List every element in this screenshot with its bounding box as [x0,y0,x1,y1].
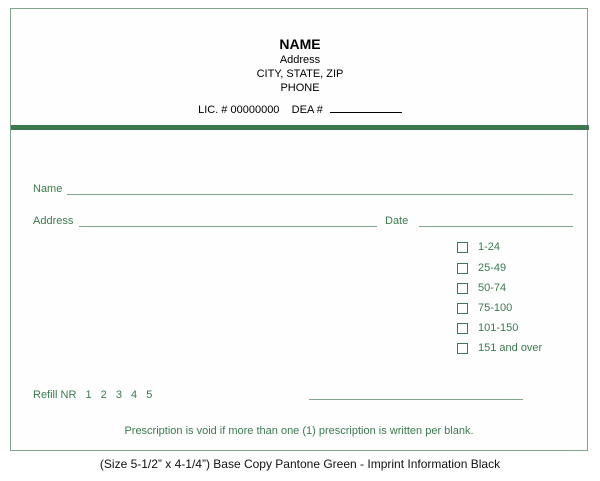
prescriber-phone: PHONE [280,82,320,94]
checkbox[interactable] [457,263,468,274]
refill-option[interactable]: 5 [146,389,153,401]
refill-option[interactable]: 4 [131,389,138,401]
quantity-option[interactable] [457,301,512,315]
refill-option[interactable]: 3 [115,389,122,401]
checkbox[interactable] [457,323,468,334]
checkbox[interactable] [457,343,468,354]
license-line [11,102,589,116]
quantity-label: 25-49 [478,262,507,274]
patient-name-label: Name [33,183,63,195]
dea-blank-line[interactable] [330,102,402,113]
quantity-option[interactable] [457,281,506,295]
prescriber-name: NAME [279,36,321,52]
refill-label: Refill NR [33,389,77,401]
signature-line[interactable] [309,399,523,400]
quantity-option[interactable] [457,261,506,275]
quantity-option[interactable] [457,341,542,355]
license-number: LIC. # 00000000 [198,104,280,116]
prescriber-address: Address [279,54,321,66]
prescriber-city-state-zip: CITY, STATE, ZIP [256,68,344,80]
patient-address-label: Address [33,215,74,227]
quantity-label: 50-74 [478,282,507,294]
quantity-option[interactable] [457,321,518,335]
header-divider [11,125,589,130]
date-line[interactable] [419,226,573,227]
refill-section [33,389,158,401]
refill-option[interactable]: 2 [100,389,107,401]
pad-spec-caption: (Size 5-1/2” x 4-1/4”) Base Copy Pantone Green - Imprint Information Black [99,457,501,471]
void-notice: Prescription is void if more than one (1) prescription is written per blank. [124,425,474,437]
checkbox[interactable] [457,303,468,314]
quantity-option[interactable] [457,240,500,254]
quantity-label: 1-24 [478,241,501,253]
prescription-pad [10,8,588,451]
patient-address-line[interactable] [79,226,377,227]
date-label: Date [385,215,409,227]
quantity-label: 75-100 [478,302,513,314]
checkbox[interactable] [457,242,468,253]
quantity-label: 151 and over [478,342,543,354]
refill-option[interactable]: 1 [85,389,92,401]
patient-name-line[interactable] [67,194,573,195]
quantity-label: 101-150 [478,322,519,334]
dea-label: DEA # [291,104,323,116]
checkbox[interactable] [457,283,468,294]
prescriber-header [11,9,589,127]
